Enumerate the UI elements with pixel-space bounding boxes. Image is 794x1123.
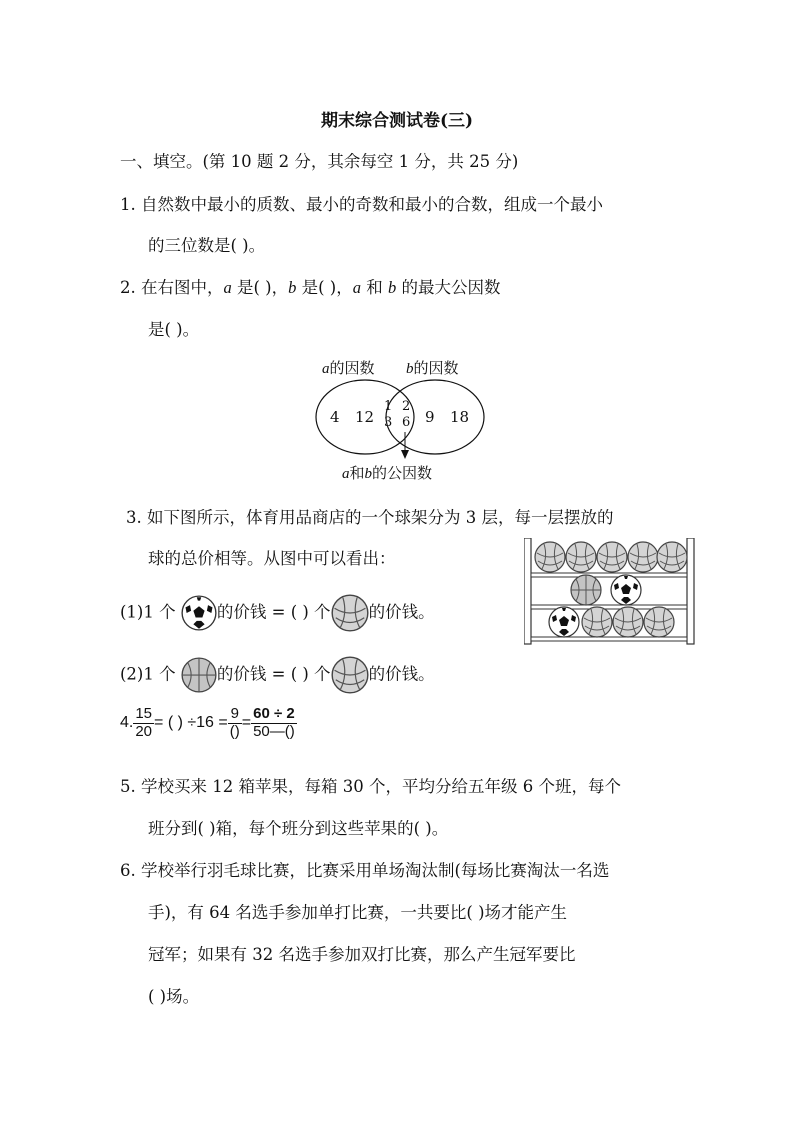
var-a: a xyxy=(352,278,361,297)
var-b: b xyxy=(288,278,297,297)
q5-line2: 班分到( )箱，每个班分到这些苹果的( )。 xyxy=(148,819,449,838)
rack-volleyball xyxy=(613,607,643,637)
venn-arrowhead xyxy=(401,450,409,459)
q1-line1: 1. 自然数中最小的质数、最小的奇数和最小的合数，组成一个最小 xyxy=(120,195,603,214)
q6-line4: ( )场。 xyxy=(148,987,200,1006)
q2-text: 的最大公因数 xyxy=(396,278,501,297)
q3-sub2 xyxy=(120,656,435,694)
q5-line1: 5. 学校买来 12 箱苹果，每箱 30 个，平均分给五年级 6 个班，每个 xyxy=(120,777,621,796)
venn-left-12: 12 xyxy=(355,408,375,426)
var-b: b xyxy=(388,278,397,297)
q4-fraction-3: $\frac{60 \div 2}{50—()}$ xyxy=(253,705,295,740)
q3-sub1 xyxy=(120,594,435,632)
basketball-icon xyxy=(181,657,217,693)
q4-fraction-2: $\frac{9}{()}$ xyxy=(229,705,240,740)
venn-common-1: 1 xyxy=(384,399,393,414)
q3-sub2-middle: 的价钱 = ( ) 个 xyxy=(216,664,331,684)
q4-line xyxy=(120,706,297,740)
rack-right-post xyxy=(687,538,694,644)
q2-line1 xyxy=(120,274,501,298)
venn-common-3: 3 xyxy=(384,415,393,430)
q3-sub2-suffix: 的价钱。 xyxy=(368,664,435,684)
rack-shelf-1 xyxy=(531,573,687,577)
rack-volleyball xyxy=(566,542,596,572)
venn-label-a: a的因数 xyxy=(322,359,375,377)
q2-text: 2. 在右图中， xyxy=(120,278,224,297)
venn-right-9: 9 xyxy=(425,408,435,426)
rack-volleyball xyxy=(628,542,658,572)
volleyball-icon xyxy=(331,594,369,632)
q3-sub1-prefix: (1)1 个 xyxy=(120,602,176,622)
q3-line1: 3. 如下图所示，体育用品商店的一个球架分为 3 层，每一层摆放的 xyxy=(126,508,614,527)
ball-rack xyxy=(524,538,696,646)
venn-bottom-label: a和b的公因数 xyxy=(342,464,433,482)
venn-circle-b xyxy=(386,380,484,454)
q3-sub2-prefix: (2)1 个 xyxy=(120,664,176,684)
q2-text: 是( )， xyxy=(231,278,289,297)
rack-volleyball xyxy=(582,607,612,637)
q6-line1: 6. 学校举行羽毛球比赛，比赛采用单场淘汰制(每场比赛淘汰一名选 xyxy=(120,861,610,880)
q2-text: 和 xyxy=(361,278,388,297)
q3-sub1-suffix: 的价钱。 xyxy=(368,602,435,622)
q4-eq2: = xyxy=(241,714,252,732)
q4-number: 4. xyxy=(120,714,134,732)
rack-volleyball xyxy=(535,542,565,572)
rack-soccer xyxy=(611,575,641,605)
q2-line2: 是( )。 xyxy=(148,320,200,339)
venn-common-6: 6 xyxy=(402,415,411,430)
venn-common-2: 2 xyxy=(402,399,411,414)
venn-left-4: 4 xyxy=(330,408,340,426)
rack-volleyball xyxy=(644,607,674,637)
q4-eq1: = ( ) ÷16 = xyxy=(154,714,228,732)
venn-right-18: 18 xyxy=(450,408,470,426)
rack-shelf-3 xyxy=(531,637,687,641)
volleyball-icon xyxy=(331,656,369,694)
q2-text: 是( )， xyxy=(296,278,353,297)
var-a: a xyxy=(223,278,232,297)
soccer-ball-icon xyxy=(181,595,217,631)
rack-basketball xyxy=(571,575,601,605)
venn-label-b: b的因数 xyxy=(406,359,459,377)
rack-volleyball xyxy=(597,542,627,572)
rack-soccer xyxy=(549,607,579,637)
section-heading: 一、填空。(第 10 题 2 分，其余每空 1 分，共 25 分) xyxy=(120,152,519,171)
q4-fraction-1: $\frac{15}{20}$ xyxy=(135,705,153,740)
q6-line3: 冠军；如果有 32 名选手参加双打比赛，那么产生冠军要比 xyxy=(148,945,576,964)
q3-sub1-middle: 的价钱 = ( ) 个 xyxy=(216,602,331,622)
rack-left-post xyxy=(524,538,531,644)
q1-line2: 的三位数是( )。 xyxy=(148,236,266,255)
rack-volleyball xyxy=(657,542,687,572)
q6-line2: 手)，有 64 名选手参加单打比赛，一共要比( )场才能产生 xyxy=(148,903,568,922)
q3-line2: 球的总价相等。从图中可以看出： xyxy=(148,549,396,568)
page-title: 期末综合测试卷(三) xyxy=(320,111,474,131)
